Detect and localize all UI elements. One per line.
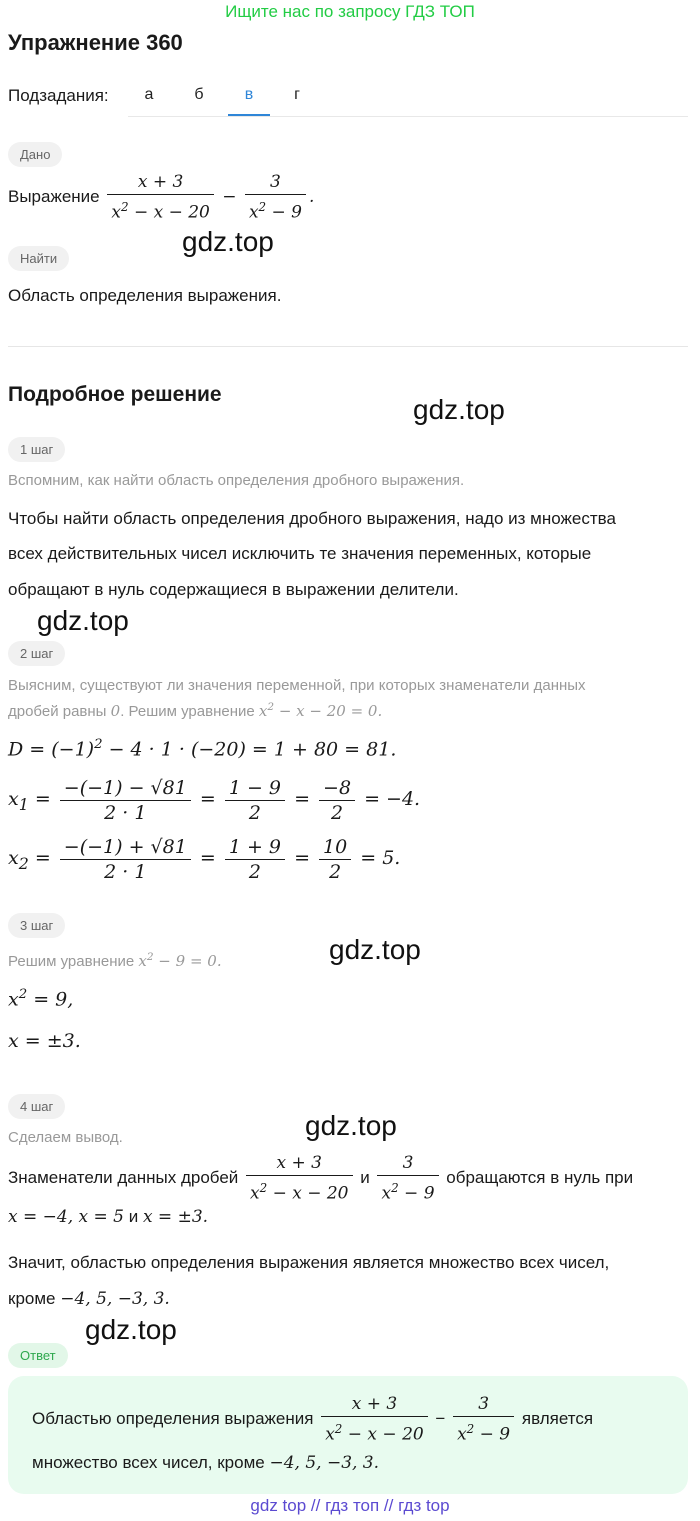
page-title: Упражнение 360 bbox=[8, 30, 183, 55]
answer-line1: Областью определения выражения $\frac{x + 3}{x^2 - x - 20}$ − $\frac{3}{x^2 - 9}$ является bbox=[32, 1394, 594, 1445]
watermark-1: gdz.top bbox=[182, 226, 274, 257]
find-text: Область определения выражения. bbox=[8, 286, 282, 305]
root-x1: $x_1$ = $\frac{-(-1) - √81}{2 \cdot 1}$ = $\frac{1 - 9}{2}$ = $\frac{-8}{2}$ = −4. bbox=[8, 776, 421, 824]
solution-title: Подробное решение bbox=[8, 383, 222, 406]
subtasks-tabs bbox=[128, 76, 688, 117]
subtasks-label: Подзадания: bbox=[8, 86, 109, 105]
answer-line2: множество всех чисел, кроме −4, 5, −3, 3. bbox=[32, 1453, 380, 1473]
step4-hint: Сделаем вывод. bbox=[8, 1129, 123, 1146]
given-formula: $\frac{x + 3}{x^2 - x - 20}$ − $\frac{3}{x^2 - 9}$ . bbox=[104, 187, 314, 207]
divider bbox=[8, 346, 688, 347]
step4-line1: Знаменатели данных дробей $\frac{x + 3}{x^2 - x - 20}$ и $\frac{3}{x^2 - 9}$ обращаются в нуль при bbox=[8, 1153, 634, 1204]
step1-line3: обращают в нуль содержащиеся в выражении делители. bbox=[8, 580, 459, 599]
step2-hint1: Выясним, существуют ли значения переменной, при которых знаменатели данных bbox=[8, 677, 586, 694]
watermark-6: gdz.top bbox=[85, 1314, 177, 1345]
tab-b[interactable]: б bbox=[194, 86, 204, 103]
footer-links[interactable]: gdz top // гдз топ // гдз top bbox=[250, 1496, 450, 1515]
discriminant: $D = (-1)^2 - 4 \cdot 1 \cdot (-20) = 1 + 80 = 81$. bbox=[8, 737, 397, 761]
step4-line4: кроме −4, 5, −3, 3. bbox=[8, 1289, 170, 1309]
eq-x-squared: $x^2 = 9$, bbox=[8, 987, 74, 1011]
tab-v[interactable]: в bbox=[228, 86, 270, 116]
given-expression bbox=[8, 170, 314, 225]
answer-box bbox=[8, 1376, 688, 1494]
watermark-2: gdz.top bbox=[413, 394, 505, 425]
step1-hint: Вспомним, как найти область определения дробного выражения. bbox=[8, 472, 465, 489]
step1-line2: всех действительных чисел исключить те значения переменных, которые bbox=[8, 544, 592, 563]
step4-pill: 4 шаг bbox=[8, 1094, 65, 1119]
tab-g[interactable]: г bbox=[294, 86, 300, 103]
watermark-3: gdz.top bbox=[37, 605, 129, 636]
eq-x-pm3: x = ±3. bbox=[8, 1030, 81, 1052]
step4-line3: Значит, областью определения выражения является множество всех чисел, bbox=[8, 1253, 610, 1272]
step2-hint2: дробей равны 0. Решим уравнение $x^2 - x - 20 = 0$. bbox=[8, 701, 383, 720]
step1-pill: 1 шаг bbox=[8, 437, 65, 462]
find-pill: Найти bbox=[8, 246, 69, 271]
tab-a[interactable]: а bbox=[144, 86, 154, 103]
top-banner[interactable]: Ищите нас по запросу ГДЗ ТОП bbox=[225, 2, 475, 21]
step1-line1: Чтобы найти область определения дробного выражения, надо из множества bbox=[8, 509, 616, 528]
step3-pill: 3 шаг bbox=[8, 913, 65, 938]
step2-pill: 2 шаг bbox=[8, 641, 65, 666]
step3-hint: Решим уравнение $x^2 - 9 = 0$. bbox=[8, 951, 222, 970]
given-pill: Дано bbox=[8, 142, 62, 167]
watermark-5: gdz.top bbox=[305, 1110, 397, 1141]
step4-line2: x = −4, x = 5 и x = ±3. bbox=[8, 1207, 209, 1227]
answer-pill: Ответ bbox=[8, 1343, 68, 1368]
root-x2: $x_2$ = $\frac{-(-1) + √81}{2 \cdot 1}$ = $\frac{1 + 9}{2}$ = $\frac{10}{2}$ = 5. bbox=[8, 835, 401, 883]
given-prefix: Выражение bbox=[8, 187, 100, 206]
watermark-4: gdz.top bbox=[329, 934, 421, 965]
